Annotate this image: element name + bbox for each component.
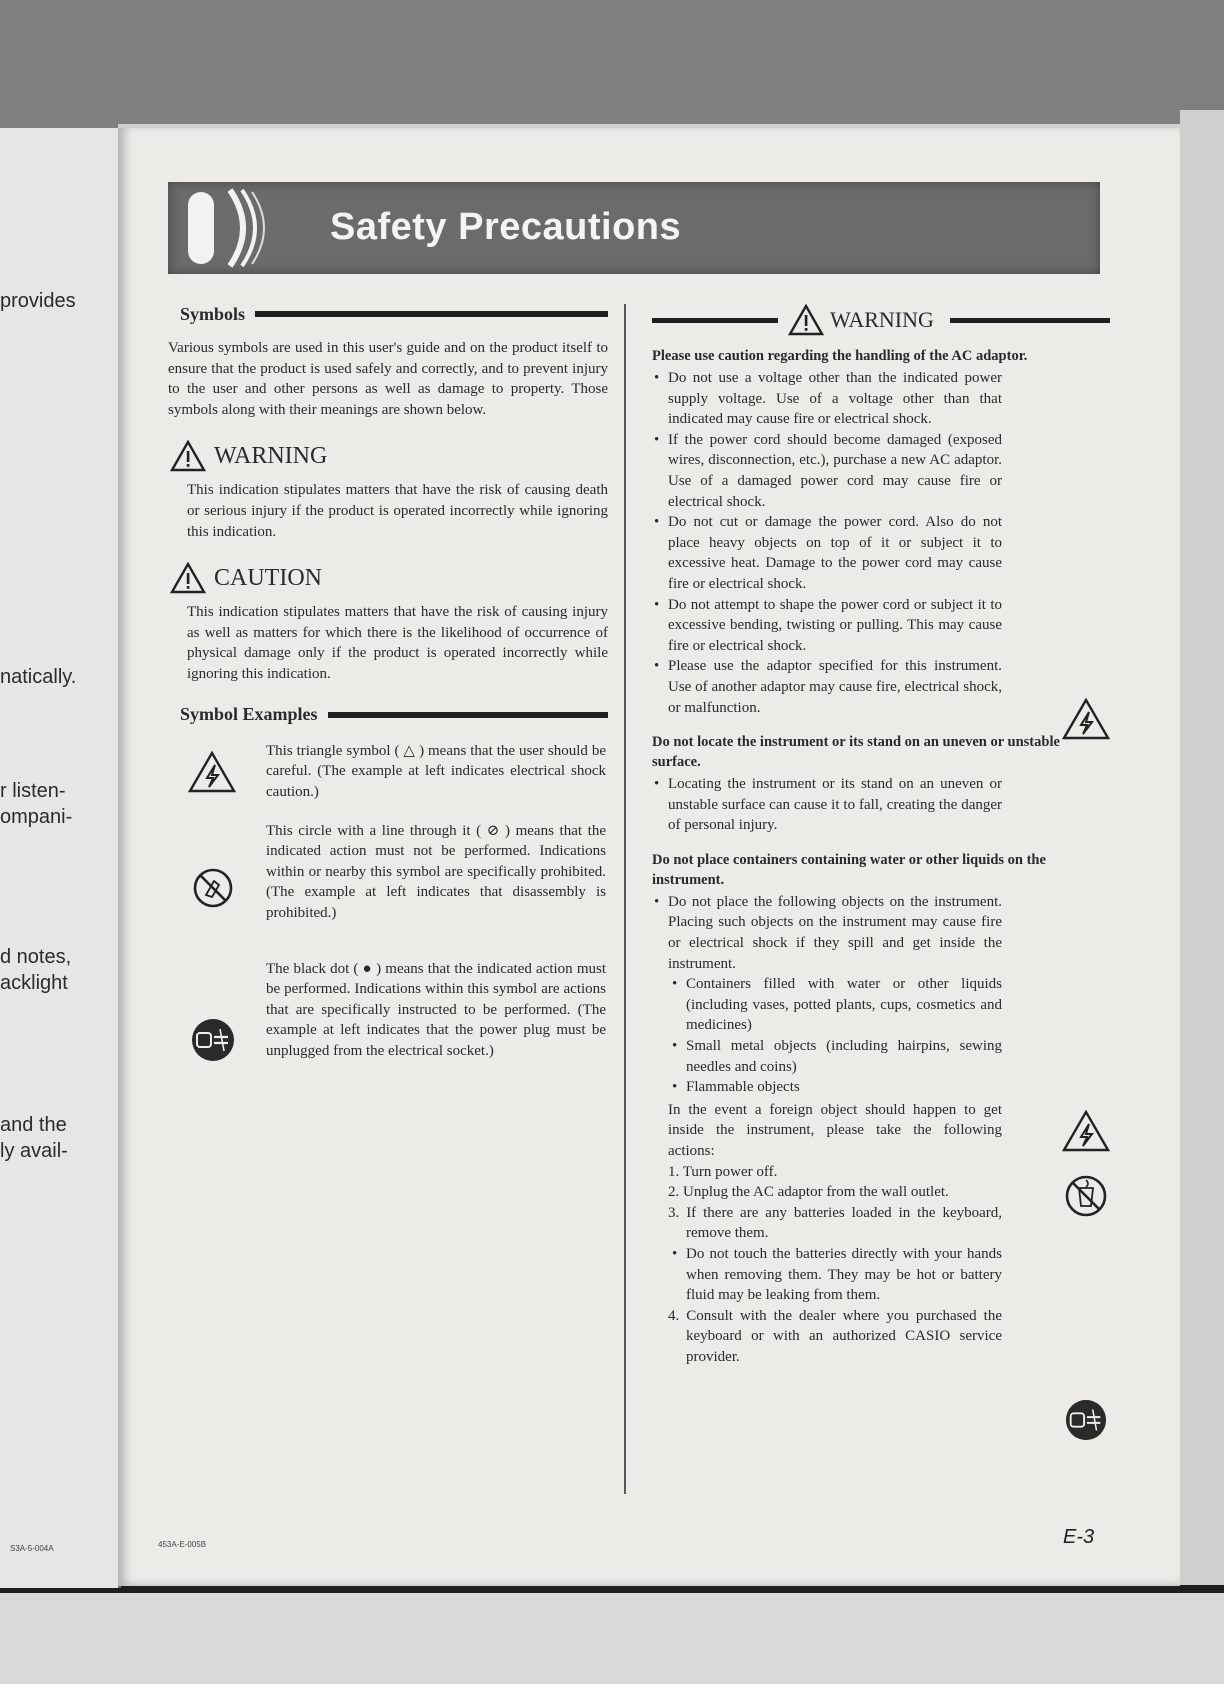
electric-shock-triangle-icon <box>1062 698 1110 740</box>
warning-triangle-icon <box>788 304 824 336</box>
title-banner <box>168 182 1100 274</box>
liquid-heading: Do not place containers containing water or other liquids on the instrument. <box>652 851 1046 888</box>
right-column <box>652 300 1110 1368</box>
foreign-object-text: In the event a foreign object should happen to get inside the instrument, please take the following actions: <box>668 1101 1002 1159</box>
triangle-example <box>168 741 608 813</box>
electric-shock-triangle-icon <box>188 751 236 793</box>
list-item: • If the power cord should become damaged (exposed wires, disconnection, etc.), purchase a new AC adaptor. Use of a damaged power cord may cause fire or electrical shock. <box>652 430 1002 512</box>
dot-example-text: The black dot ( ● ) means that the indicated action must be performed. Indications within this symbol are actions that are specifically instructed to be performed. (The example at left indicates that the power plug must be unplugged from the electrical socket.) <box>266 960 606 1059</box>
warning-section-header: WARNING <box>652 300 1110 340</box>
list-item: • Flammable objects <box>670 1077 1002 1098</box>
page-title: Safety Precautions <box>330 206 682 248</box>
prev-text: ompani- <box>0 806 73 828</box>
list-item: • Small metal objects (including hairpins, sewing needles and coins) <box>670 1036 1002 1077</box>
stand-list <box>652 774 1002 836</box>
step-item: 1. Turn power off. <box>668 1163 778 1180</box>
page-number: E-3 <box>1063 1526 1095 1548</box>
document-code: 453A-E-005B <box>158 1540 207 1549</box>
list-item: • Please use the adaptor specified for this instrument. Use of another adaptor may cause fire, electrical shock, or malfunction. <box>652 656 1002 718</box>
electric-shock-triangle-icon <box>1062 1110 1110 1152</box>
caution-definition-text: This indication stipulates matters that have the risk of causing injury as well as matters for which there is the likelihood of occurrence of physical damage only if the product is operated incorrectly while ignoring this indication. <box>187 604 608 682</box>
prev-text: ly avail- <box>0 1140 68 1162</box>
unplug-icon <box>190 1017 236 1063</box>
manual-page <box>118 124 1180 1586</box>
ac-adaptor-heading: Please use caution regarding the handling of the AC adaptor. <box>652 348 1028 364</box>
prev-text: provides <box>0 290 76 312</box>
no-disassembly-icon <box>192 867 234 909</box>
prev-text: natically. <box>0 666 77 688</box>
prev-text: acklight <box>0 972 68 994</box>
caution-definition-heading: CAUTION <box>170 562 608 594</box>
symbols-heading: Symbols <box>180 300 608 328</box>
list-item: • Containers filled with water or other liquids (including vases, potted plants, cups, cosmetics and medicines) <box>670 974 1002 1036</box>
dot-example <box>168 959 608 1111</box>
prev-page-code: S3A-5-004A <box>10 1544 54 1553</box>
warning-definition-heading: WARNING <box>170 440 608 472</box>
ac-adaptor-list <box>652 368 1002 718</box>
column-divider <box>624 304 626 1494</box>
liquid-list <box>652 892 1002 1368</box>
unplug-icon <box>1064 1398 1108 1442</box>
step-item: 4. Consult with the dealer where you purchased the keyboard or with an authorized CASIO service provider. <box>668 1307 1002 1365</box>
list-item: • Locating the instrument or its stand on an uneven or unstable surface can cause it to fall, creating the danger of personal injury. <box>652 774 1002 836</box>
triangle-example-text: This triangle symbol ( △ ) means that the user should be careful. (The example at left indicates electrical shock caution.) <box>266 742 606 800</box>
circle-example <box>168 821 608 953</box>
scan-background-bottom <box>0 1585 1224 1684</box>
prev-text: d notes, <box>0 946 72 968</box>
liquid-sublist <box>670 974 1002 1098</box>
actions-list <box>668 1162 1002 1368</box>
prev-text: r listen- <box>0 780 66 802</box>
no-liquids-icon <box>1064 1174 1108 1218</box>
circle-example-text: This circle with a line through it ( ⊘ ) means that the indicated action must not be performed. Indications within or nearby this symbol are specifically prohibited. (The example at left indicates that disassembly is prohibited.) <box>266 822 606 921</box>
list-item: • Do not attempt to shape the power cord or subject it to excessive bending, twisting or pulling. This may cause fire or electrical shock. <box>652 595 1002 657</box>
warning-triangle-icon <box>170 440 206 472</box>
step-item: 3. If there are any batteries loaded in the keyboard, remove them. <box>668 1204 1002 1242</box>
warning-definition-text: This indication stipulates matters that have the risk of causing death or serious injury if the product is operated incorrectly while ignoring this indication. <box>187 482 608 540</box>
scan-background-right <box>1180 110 1224 1590</box>
brackets-icon <box>178 186 268 270</box>
symbols-intro: Various symbols are used in this user's guide and on the product itself to ensure that the product is used safely and correctly, and to prevent injury to the user and other persons as well as damage to property. Those symbols along with their meanings are shown below. <box>168 340 608 418</box>
page-bottom-edge <box>0 1585 1224 1593</box>
list-item: • Do not use a voltage other than the indicated power supply voltage. Use of a voltage other than that indicated may cause fire or electrical shock. <box>652 368 1002 430</box>
prev-text: and the <box>0 1114 67 1136</box>
caution-triangle-icon <box>170 562 206 594</box>
scan-background-top <box>0 0 1224 130</box>
list-item: • Do not touch the batteries directly with your hands when removing them. They may be hot or battery fluid may be leaking from them. <box>670 1244 1002 1306</box>
list-item: • Do not cut or damage the power cord. Also do not place heavy objects on top of it or subject it to excessive heat. Damage to the power cord may cause fire or electrical shock. <box>652 512 1002 594</box>
left-column <box>168 300 608 1111</box>
previous-page <box>0 128 121 1588</box>
step-item: 2. Unplug the AC adaptor from the wall outlet. <box>668 1184 949 1201</box>
list-item: • Do not place the following objects on the instrument. Placing such objects on the instrument may cause fire or electrical shock if they spill and get inside the instrument. • Containers filled with water or other liquids (including vases, potted plants, cups, cosmetics and medicines) • Small metal objects (including hairpins, sewing needles and coins) • Flammable objects In the event a foreign object should happen to get inside the instrument, please take the following actions: 1. Turn power off. 2. Unplug the AC adaptor from the wall outlet. 3. If there are any batteries loaded in the keyboard, remove them. • Do not touch the batteries directly with your hands when removing them. They may be hot or battery fluid may be leaking from them. 4. Consult with the dealer where you purchased the keyboard or with an authorized CASIO service provider. <box>652 892 1002 1368</box>
stand-heading: Do not locate the instrument or its stand on an uneven or unstable surface. <box>652 734 1060 771</box>
symbol-examples-heading: Symbol Examples <box>180 701 608 729</box>
